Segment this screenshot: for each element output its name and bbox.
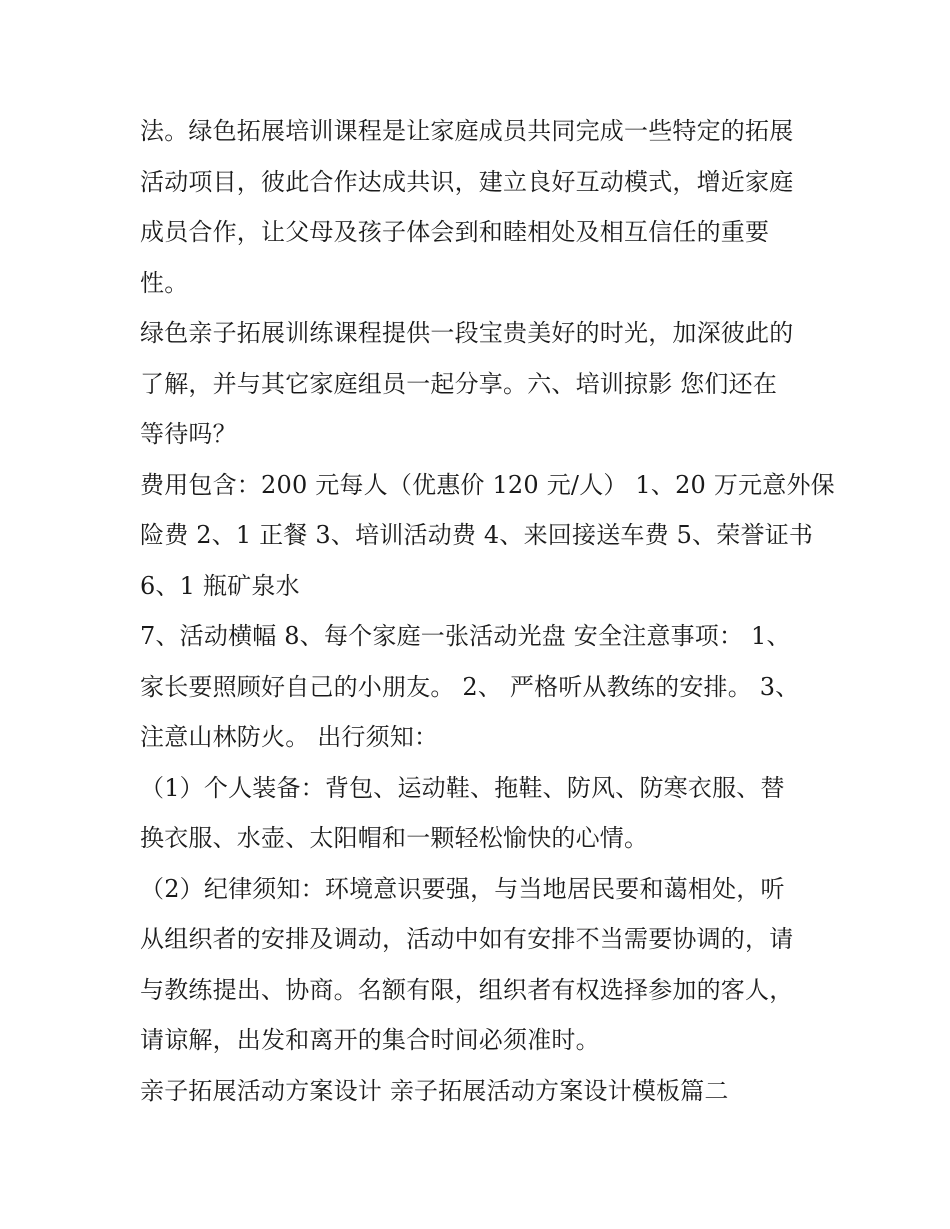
document-body — [140, 106, 835, 1116]
text-line: 与教练提出、协商。名额有限，组织者有权选择参加的客人， — [140, 975, 794, 1004]
text-line: 费用包含：200 元每人（优惠价 120 元/人） 1、20 万元意外保 — [140, 470, 835, 499]
text-line: 性。 — [140, 268, 189, 297]
text-line: 换衣服、水壶、太阳帽和一颗轻松愉快的心情。 — [140, 824, 649, 852]
text-line: 绿色亲子拓展训练课程提供一段宝贵美好的时光，加深彼此的 — [140, 319, 794, 347]
text-line: （1）个人装备：背包、运动鞋、拖鞋、防风、防寒衣服、替 — [140, 773, 785, 802]
text-line: （2）纪律须知：环境意识要强，与当地居民要和蔼相处，听 — [140, 874, 785, 903]
text-line: 请谅解，出发和离开的集合时间必须准时。 — [140, 1026, 600, 1054]
text-line: 法。绿色拓展培训课程是让家庭成员共同完成一些特定的拓展 — [140, 117, 794, 145]
text-line: 险费 2、1 正餐 3、培训活动费 4、来回接送车费 5、荣誉证书 — [140, 521, 814, 549]
text-line: 7、活动横幅 8、每个家庭一张活动光盘 安全注意事项： 1、 — [140, 622, 791, 650]
text-line: 了解，并与其它家庭组员一起分享。六、培训掠影 您们还在 — [140, 369, 778, 398]
text-line: 成员合作，让父母及孩子体会到和睦相处及相互信任的重要 — [140, 218, 770, 246]
text-line: 家长要照顾好自己的小朋友。 2、 严格听从教练的安排。 3、 — [140, 672, 800, 701]
text-line: 注意山林防火。 出行须知： — [140, 723, 439, 751]
text-line: 活动项目，彼此合作达成共识，建立良好互动模式，增近家庭 — [140, 167, 794, 196]
text-line: 从组织者的安排及调动，活动中如有安排不当需要协调的，请 — [140, 925, 794, 953]
text-line: 等待吗？ — [140, 420, 237, 448]
text-line: 亲子拓展活动方案设计 亲子拓展活动方案设计模板篇二 — [140, 1076, 729, 1105]
text-line: 6、1 瓶矿泉水 — [140, 571, 300, 600]
